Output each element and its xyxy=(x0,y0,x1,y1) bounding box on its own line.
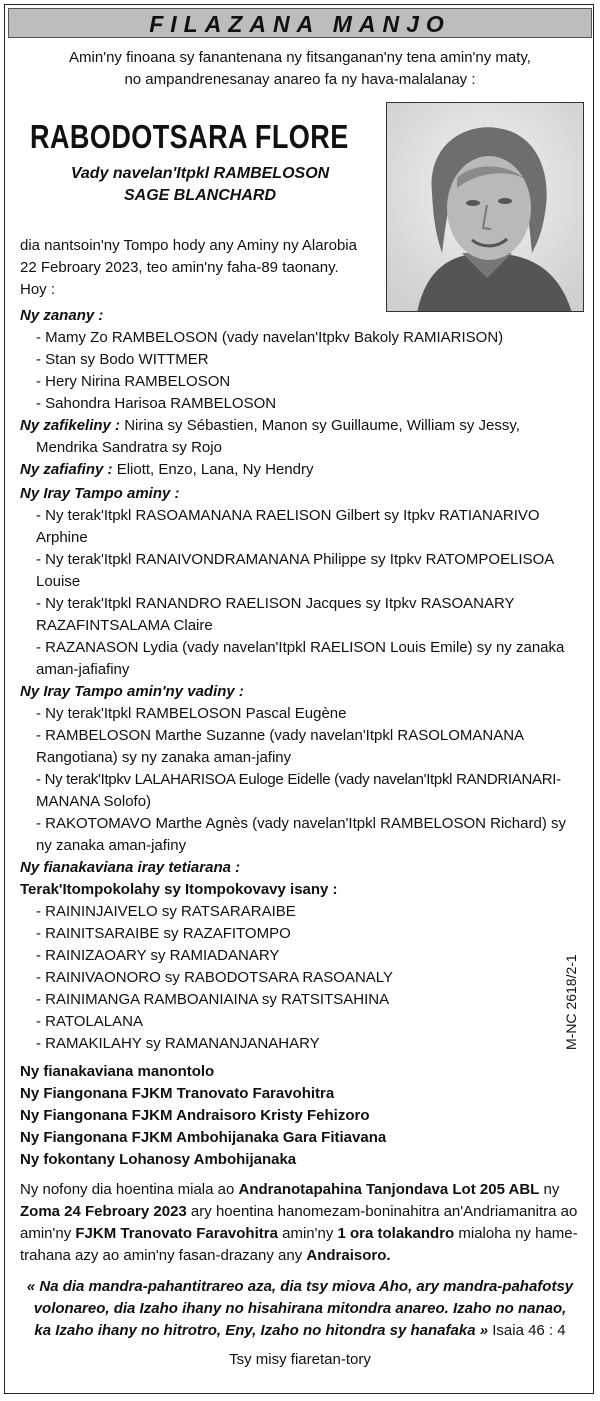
grandchildren-line-1 xyxy=(20,416,520,436)
sibling-line: - Ny terak'Itpkl RANAIVONDRAMANANA Philippe sy Itpkv RATOMPOELISOA xyxy=(36,551,555,568)
quote-line-1: « Na dia mandra-pahantitrareo aza, dia tsy miova Aho, ary mandra-pahafotsy xyxy=(26,1278,574,1295)
funeral-line-3 xyxy=(20,1224,578,1244)
funeral-text: Ny nofony dia hoentina miala ao xyxy=(20,1181,239,1198)
organization-line: Ny Fiangonana FJKM Tranovato Faravohitra xyxy=(20,1085,335,1102)
child-item: - Stan sy Bodo WITTMER xyxy=(36,351,209,368)
spouse-siblings-heading: Ny Iray Tampo amin'ny vadiny : xyxy=(20,683,244,700)
sibling-line: - Ny terak'Itpkl RASOAMANANA RAELISON Gilbert sy Itpkv RATIANARIVO xyxy=(36,507,540,524)
grandchildren-line-2: Mendrika Sandratra sy Rojo xyxy=(36,439,222,456)
funeral-text: ny xyxy=(539,1181,560,1198)
extended-family-item: - RAININJAIVELO sy RATSARARAIBE xyxy=(36,903,296,920)
quote-line-2: volonareo, dia Izaho ihany no hisahirana mitondra anareo. Izaho no nanao, xyxy=(33,1300,567,1317)
spouse-sibling-line: - Ny terak'Itpkl RAMBELOSON Pascal Eugène xyxy=(36,705,347,722)
funeral-time: 1 ora tolakandro xyxy=(337,1225,455,1242)
spouse-sibling-line: - Ny terak'Itpkv LALAHARISOA Euloge Eidelle (vady navelan'Itpkl RANDRIANARI- xyxy=(36,771,561,788)
reference-code: M-NC 2618/2-1 xyxy=(563,954,579,1050)
funeral-text: amin'ny xyxy=(277,1225,338,1242)
funeral-line-1 xyxy=(20,1180,559,1200)
spouse-line-1: Vady navelan'Itpkl RAMBELOSON xyxy=(70,165,330,182)
sibling-line: aman-jafiafiny xyxy=(36,661,130,678)
footer-note: Tsy misy fiaretan-tory xyxy=(229,1351,371,1368)
spouse-sibling-line: MANANA Solofo) xyxy=(36,793,152,810)
great-grandchildren-heading: Ny zafiafiny : xyxy=(20,461,113,478)
funeral-text: mialoha ny hame- xyxy=(454,1225,578,1242)
funeral-text: amin'ny xyxy=(20,1225,76,1242)
funeral-line-4 xyxy=(20,1246,391,1266)
notice-title: FILAZANA MANJO xyxy=(8,8,592,38)
extended-family-item: - RAINITSARAIBE sy RAZAFITOMPO xyxy=(36,925,291,942)
death-notice-line-3: Hoy : xyxy=(20,281,56,298)
quote-reference: Isaia 46 : 4 xyxy=(492,1322,566,1339)
extended-family-item: - RAINIZAOARY sy RAMIADANARY xyxy=(36,947,280,964)
sibling-line: RAZAFINTSALAMA Claire xyxy=(36,617,213,634)
intro-line-1: Amin'ny finoana sy fanantenana ny fitsanganan'ny tena amin'ny maty, xyxy=(69,49,531,66)
great-grandchildren-line xyxy=(20,460,313,480)
siblings-heading: Ny Iray Tampo aminy : xyxy=(20,485,180,502)
spouse-line-2: SAGE BLANCHARD xyxy=(124,187,276,204)
spouse-sibling-line: Rangotiana) sy ny zanaka aman-jafiny xyxy=(36,749,292,766)
funeral-burial-place: Andraisoro. xyxy=(306,1247,391,1264)
child-item: - Sahondra Harisoa RAMBELOSON xyxy=(36,395,277,412)
quote-close: » xyxy=(475,1322,493,1339)
organization-line: Ny Fiangonana FJKM Andraisoro Kristy Fehizoro xyxy=(20,1107,370,1124)
deceased-name: RABODOTSARA FLORE xyxy=(30,118,349,155)
death-notice-line-2: 22 Febroary 2023, teo amin'ny faha-89 taonany. xyxy=(20,259,339,276)
extended-family-item: - RAINIMANGA RAMBOANIAINA sy RATSITSAHINA xyxy=(36,991,390,1008)
sibling-line: - Ny terak'Itpkl RANANDRO RAELISON Jacques sy Itpkv RASOANARY xyxy=(36,595,515,612)
great-grandchildren-names: Eliott, Enzo, Lana, Ny Hendry xyxy=(112,461,314,478)
death-notice-line-1: dia nantsoin'ny Tompo hody any Aminy ny Alarobia xyxy=(20,237,357,254)
spouse-sibling-line: ny zanaka aman-jafiny xyxy=(36,837,187,854)
extended-family-item: - RAINIVAONORO sy RABODOTSARA RASOANALY xyxy=(36,969,394,986)
sibling-line: Arphine xyxy=(36,529,88,546)
funeral-location: Andranotapahina Tanjondava Lot 205 ABL xyxy=(238,1181,540,1198)
extended-family-heading: Ny fianakaviana iray tetiarana : xyxy=(20,859,241,876)
funeral-text: ary hoentina hanomezam-boninahitra an'Andriamanitra ao xyxy=(186,1203,578,1220)
organization-line: Ny Fiangonana FJKM Ambohijanaka Gara Fitiavana xyxy=(20,1129,387,1146)
sibling-line: Louise xyxy=(36,573,81,590)
grandchildren-names: Nirina sy Sébastien, Manon sy Guillaume, William sy Jessy, xyxy=(120,417,520,434)
quote-line-3 xyxy=(10,1320,590,1341)
intro-line-2: no ampandrenesanay anareo fa ny hava-malalanay : xyxy=(124,71,476,88)
extended-family-item: - RAMAKILAHY sy RAMANANJANAHARY xyxy=(36,1035,320,1052)
grandchildren-heading: Ny zafikeliny : xyxy=(20,417,121,434)
spouse-sibling-line: - RAKOTOMAVO Marthe Agnès (vady navelan'Itpkl RAMBELOSON Richard) sy xyxy=(36,815,566,832)
funeral-text: trahana azy ao amin'ny fasan-drazany any xyxy=(20,1247,307,1264)
organization-line: Ny fokontany Lohanosy Ambohijanaka xyxy=(20,1151,297,1168)
extended-family-subheading: Terak'Itompokolahy sy Itompokovavy isany : xyxy=(20,881,338,898)
organization-line: Ny fianakaviana manontolo xyxy=(20,1063,215,1080)
funeral-date: Zoma 24 Febroary 2023 xyxy=(20,1203,187,1220)
funeral-line-2 xyxy=(20,1202,577,1222)
sibling-line: - RAZANASON Lydia (vady navelan'Itpkl RAELISON Louis Emile) sy ny zanaka xyxy=(36,639,565,656)
children-heading: Ny zanany : xyxy=(20,307,104,324)
funeral-church: FJKM Tranovato Faravohitra xyxy=(75,1225,278,1242)
child-item: - Mamy Zo RAMBELOSON (vady navelan'Itpkv Bakoly RAMIARISON) xyxy=(36,329,504,346)
spouse-sibling-line: - RAMBELOSON Marthe Suzanne (vady navelan'Itpkl RASOLOMANANA xyxy=(36,727,525,744)
quote-text: ka Izaho ihany no hitrotro, Eny, Izaho no hitondra sy hanafaka xyxy=(34,1322,476,1339)
child-item: - Hery Nirina RAMBELOSON xyxy=(36,373,231,390)
extended-family-item: - RATOLALANA xyxy=(36,1013,143,1030)
deceased-photo xyxy=(386,102,584,312)
